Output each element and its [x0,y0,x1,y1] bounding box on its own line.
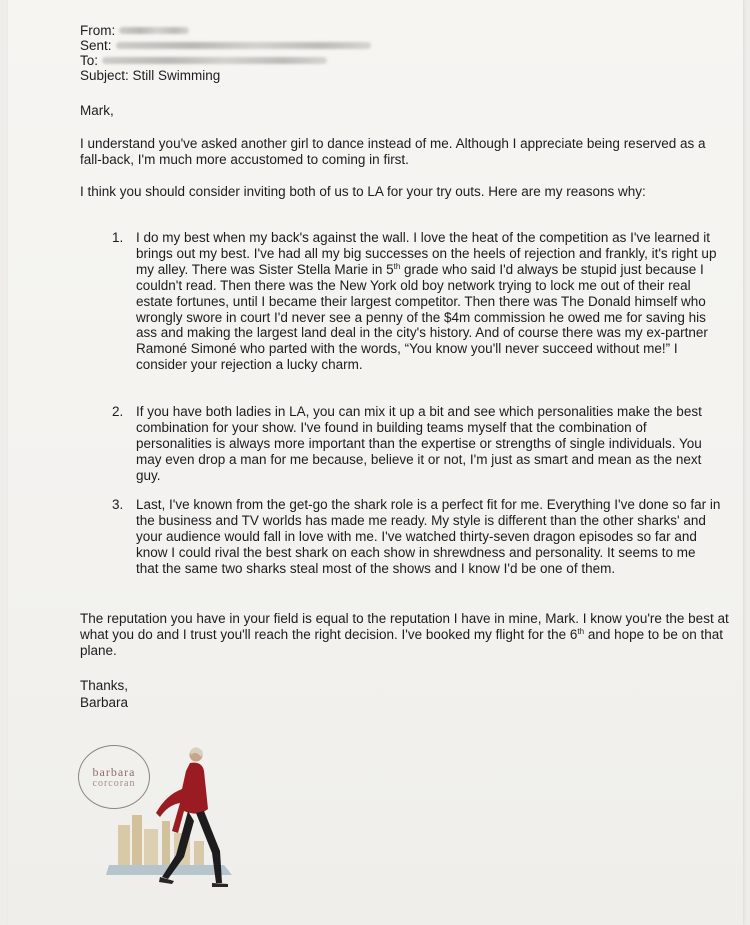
to-row [80,53,371,68]
from-redacted [119,27,189,34]
logo-line-2: corcoran [92,777,136,789]
from-label: From: [80,23,116,38]
list-text: Last, I've known from the get-go the shark role is a perfect fit for me. Everything I've done so far in the business and TV worlds has made me ready. My style is different than the other sharks' and your audience would fall in love with me. I've watched thirty-seven dragon episodes so far and know I could rival the best shark on each show in shrewdness and personality. It seems to me that the same two sharks steal most of the shows and I know I'd be one of them. [136,497,721,576]
subject-label: Subject: [80,68,129,83]
to-label: To: [80,53,99,68]
sent-label: Sent: [80,38,112,53]
signoff: Thanks, [80,678,129,693]
closing-paragraph: The reputation you have in your field is equal to the reputation I have in mine, Mark. I know you're the best at what you do and I trust you'll reach the right decision. I've booked my flight for the 6th and hope to be on that plane. [80,611,729,658]
salutation: Mark, [80,103,114,118]
signature: Barbara [80,695,129,710]
subject-text: Still Swimming [132,68,221,83]
sent-row [80,38,371,53]
email-header [80,23,371,83]
logo-line-1: barbara [92,764,136,779]
signoff-block [80,677,128,711]
list-number: 1. [112,230,124,245]
list-number: 3. [112,497,124,512]
walking-woman-illustration [104,737,244,897]
sent-redacted [116,42,371,49]
to-redacted [102,57,327,64]
paragraph-2: I think you should consider inviting both of us to LA for your try outs. Here are my reasons why: [80,184,646,199]
letter-page [8,0,743,925]
list-number: 2. [112,404,124,419]
subject-row [80,68,371,83]
from-row [80,23,371,38]
list-text: If you have both ladies in LA, you can mix it up a bit and see which personalities make the best combination for your show. I've found in building teams myself that the combination of personalities is always more important than the expertise or strengths of single individuals. You may even drop a man for me because, believe it or not, I'm just as smart and mean as the next guy. [136,404,702,483]
list-text: I do my best when my back's against the wall. I love the heat of the competition as I've learned it brings out my best. I've had all my big successes on the heels of rejection and frankly, it's right up my alley. There was Sister Stella Marie in 5th grade who said I'd always be stupid just because I couldn't read. Then there was the New York old boy network trying to lock me out of their real estate fortunes, until I became their largest competitor. Then there was The Donald himself who wrongly swore in court I'd never see a penny of the $4m commission he owed me for saving his ass and making the largest land deal in the city's history. And of course there was my ex-partner Ramoné Simoné who parted with the words, “You know you'll never succeed without me!” I consider your rejection a lucky charm. [136,230,717,373]
paragraph-1: I understand you've asked another girl to dance instead of me. Although I appreciate being reserved as a fall-back, I'm much more accustomed to coming in first. [80,136,706,167]
